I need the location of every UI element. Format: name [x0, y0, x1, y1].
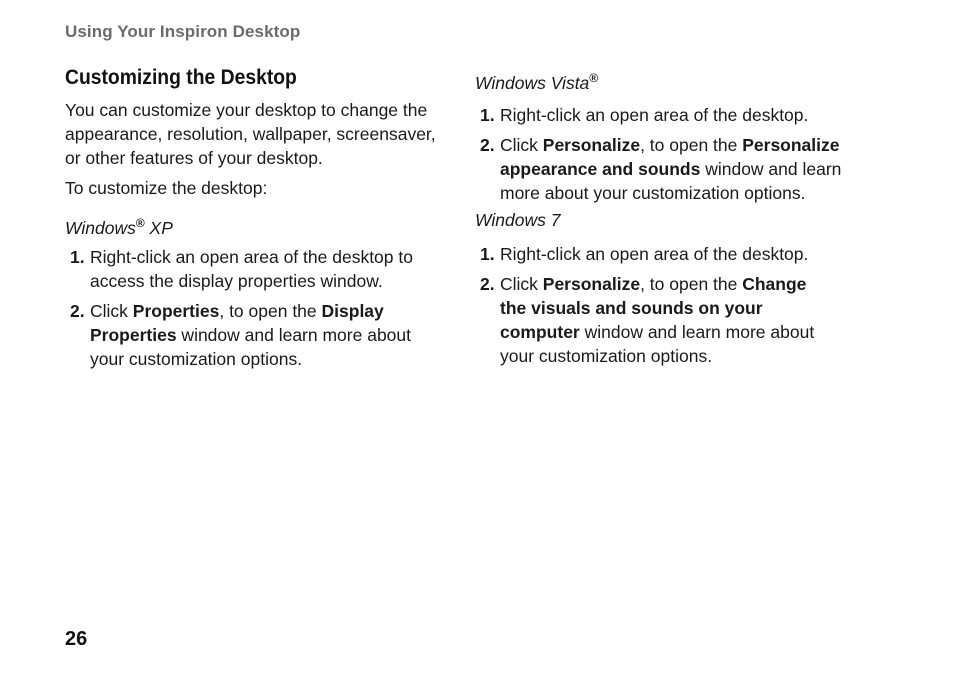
list-item — [475, 133, 845, 205]
step-text-mid: , to open the — [219, 301, 322, 321]
step-text: Right-click an open area of the desktop to access the display properties window. — [90, 247, 413, 291]
step-text: Right-click an open area of the desktop. — [500, 105, 809, 125]
vista-steps-list — [475, 103, 845, 211]
step-text-post: window and learn more about your customization options. — [90, 325, 412, 369]
step-bold-term: Personalize appearance and sounds — [500, 135, 840, 179]
step-number: 2. — [480, 135, 495, 155]
step-number: 2. — [480, 274, 495, 294]
running-header: Using Your Inspiron Desktop — [65, 22, 301, 41]
lead-paragraph: To customize the desktop: — [65, 178, 268, 198]
windows-7-heading: Windows 7 — [475, 210, 561, 230]
windows-xp-label: Windows — [65, 218, 136, 238]
list-item — [475, 272, 830, 368]
list-item — [65, 245, 445, 293]
step-text: Right-click an open area of the desktop. — [500, 244, 809, 264]
list-item — [475, 103, 845, 127]
step-text-pre: Click — [90, 301, 133, 321]
section-title: Customizing the Desktop — [65, 66, 297, 89]
step-text-pre: Click — [500, 135, 543, 155]
step-number: 1. — [70, 247, 85, 267]
page-number: 26 — [65, 628, 88, 650]
step-bold-term: Personalize — [542, 274, 641, 294]
step-text-post: window and learn more about your customization options. — [500, 159, 842, 203]
step-bold-term: Change the visuals and sounds on your computer — [500, 274, 807, 342]
step-number: 1. — [480, 244, 495, 264]
win7-steps-list — [475, 242, 830, 374]
step-text-pre: Click — [500, 274, 543, 294]
step-number: 1. — [480, 105, 495, 125]
step-bold-term: Properties — [132, 301, 220, 321]
step-number: 2. — [70, 301, 85, 321]
step-bold-term: Display Properties — [90, 301, 384, 345]
step-text-post: window and learn more about your customization options. — [500, 322, 815, 366]
windows-vista-label: Windows Vista — [475, 73, 590, 93]
step-text-mid: , to open the — [640, 135, 743, 155]
windows-xp-heading — [65, 216, 173, 239]
xp-steps-list — [65, 245, 445, 377]
windows-xp-suffix: XP — [144, 218, 173, 238]
registered-mark: ® — [135, 216, 145, 230]
step-bold-term: Personalize — [542, 135, 641, 155]
list-item — [65, 299, 445, 371]
step-text-mid: , to open the — [640, 274, 743, 294]
windows-vista-heading — [475, 71, 598, 94]
registered-mark: ® — [589, 71, 599, 85]
intro-paragraph: You can customize your desktop to change the appearance, resolution, wallpaper, screensaver, or other features of your desktop. — [65, 100, 436, 168]
list-item — [475, 242, 830, 266]
